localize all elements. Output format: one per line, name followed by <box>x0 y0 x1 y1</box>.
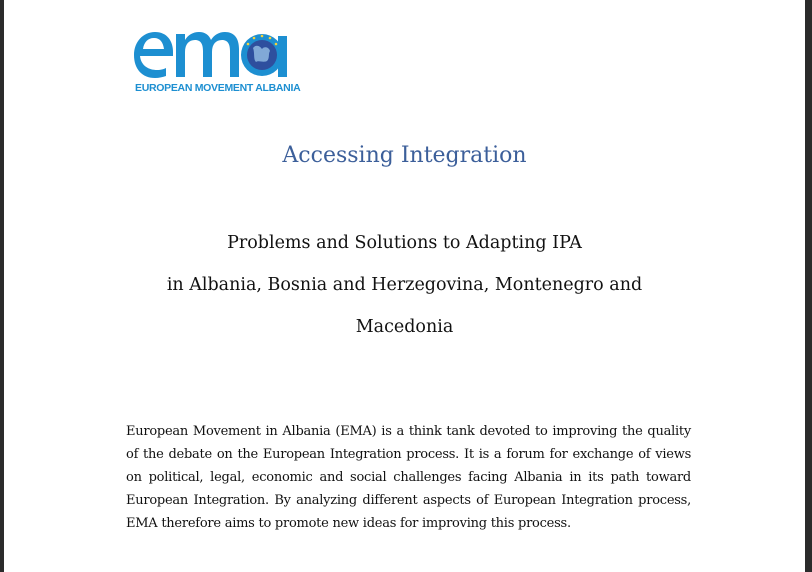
description-paragraph: European Movement in Albania (EMA) is a think tank devoted to improving the quality of the debate on the European Integration process. It is a forum for exchange of views on political, legal, economic and social challenges facing Albania in its path toward European Integration. By analyzing different aspects of European Integration process, EMA therefore aims to promote new ideas for improving this process. <box>126 424 691 531</box>
document-subtitle <box>4 222 805 348</box>
logo-caption: EUROPEAN MOVEMENT ALBANIA <box>135 82 301 94</box>
ema-logo <box>132 22 301 102</box>
document-page <box>4 0 805 572</box>
document-title: Accessing Integration <box>282 143 527 168</box>
ema-wordmark-icon <box>132 22 292 82</box>
subtitle-line: Macedonia <box>355 317 454 337</box>
subtitle-line: Problems and Solutions to Adapting IPA <box>227 233 582 253</box>
subtitle-line: in Albania, Bosnia and Herzegovina, Montenegro and <box>166 275 643 295</box>
